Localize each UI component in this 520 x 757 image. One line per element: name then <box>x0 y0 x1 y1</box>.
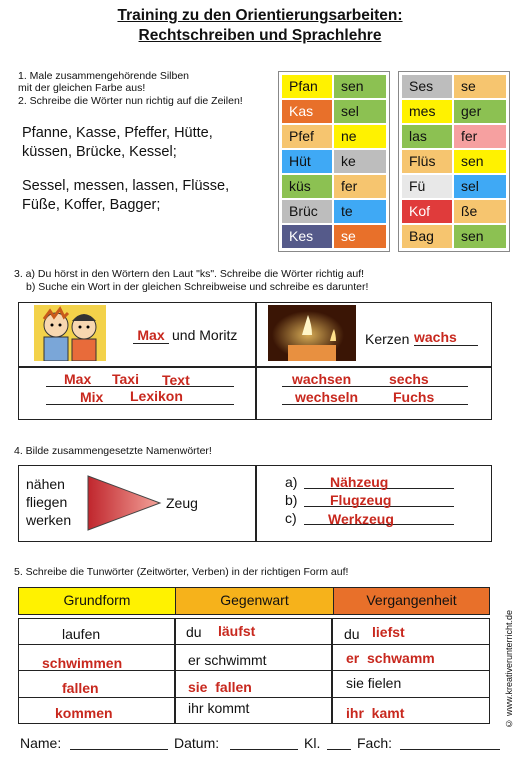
syllable-cell-right-4-1[interactable]: sel <box>454 175 506 198</box>
cell-ihr-kommt: ihr kommt <box>188 700 250 716</box>
triangle-arrow-icon <box>86 474 162 532</box>
syllable-cell-left-1-1[interactable]: sel <box>334 100 386 123</box>
syllable-cell-left-0-1[interactable]: sen <box>334 75 386 98</box>
copyright-text: © www.kreativerunterricht.de <box>504 610 514 729</box>
syllable-cell-right-2-0[interactable]: las <box>402 125 452 148</box>
task3-instruction-b: b) Suche ein Wort in der gleichen Schreibweise und schreibe es darunter! <box>26 281 369 293</box>
text-kerzen: Kerzen <box>365 331 410 347</box>
syllable-cell-left-5-1[interactable]: te <box>334 200 386 223</box>
answer-max-2: Max <box>64 371 92 387</box>
syllable-cell-left-5-0[interactable]: Brüc <box>282 200 332 223</box>
task1-instruction-2: mit der gleichen Farbe aus! <box>18 82 146 94</box>
verb-naehen: nähen <box>26 476 65 492</box>
verb-werken: werken <box>26 512 72 528</box>
title-line-2: Rechtschreiben und Sprachlehre <box>138 27 382 44</box>
syllable-cell-left-1-0[interactable]: Kas <box>282 100 332 123</box>
max-moritz-image <box>34 305 106 361</box>
label-fach: Fach: <box>357 735 393 751</box>
syllable-cell-right-5-1[interactable]: ße <box>454 200 506 223</box>
task3-row-divider <box>18 366 492 368</box>
syllable-cell-left-2-1[interactable]: ne <box>334 125 386 148</box>
answer-wechseln: wechseln <box>295 389 359 405</box>
syllable-cell-right-5-0[interactable]: Kof <box>402 200 452 223</box>
answer-sechs: sechs <box>389 371 429 387</box>
task5-instruction: 5. Schreibe die Tunwörter (Zeitwörter, Verben) in der richtigen Form auf! <box>14 566 349 578</box>
syllable-cell-right-1-0[interactable]: mes <box>402 100 452 123</box>
label-b: b) <box>285 492 298 508</box>
syllable-grid-right <box>398 71 510 252</box>
field-name[interactable] <box>70 749 168 750</box>
syllable-cell-left-0-0[interactable]: Pfan <box>282 75 332 98</box>
text-und-moritz: und Moritz <box>172 327 238 343</box>
syllable-cell-left-3-0[interactable]: Hüt <box>282 150 332 173</box>
answer-kommen[interactable]: kommen <box>55 705 113 721</box>
answer-max[interactable]: Max <box>133 327 169 344</box>
answer-mix: Mix <box>80 389 104 405</box>
answer-sie-fallen[interactable]: sie fallen <box>188 679 252 695</box>
syllable-cell-right-2-1[interactable]: fer <box>454 125 506 148</box>
answer-wachsen: wachsen <box>292 371 352 387</box>
cell-du-2: du <box>344 626 360 642</box>
syllable-cell-right-0-1[interactable]: se <box>454 75 506 98</box>
label-kl: Kl. <box>304 735 321 751</box>
answer-wachs[interactable]: wachs <box>414 329 478 346</box>
field-kl[interactable] <box>327 749 351 750</box>
answer-fuchs: Fuchs <box>393 389 435 405</box>
answer-flugzeug: Flugzeug <box>330 492 392 508</box>
task4-instruction: 4. Bilde zusammengesetzte Namenwörter! <box>14 445 212 457</box>
verb-table-row-divider-3 <box>18 697 490 698</box>
answer-er-schwamm[interactable]: er schwamm <box>346 650 435 666</box>
cell-sie-fielen: sie fielen <box>346 675 402 691</box>
header-gegenwart: Gegenwart <box>176 588 334 614</box>
answer-line-left-2[interactable] <box>46 404 234 405</box>
candle-image <box>268 305 356 361</box>
answer-ihr-kamt[interactable]: ihr kamt <box>346 705 405 721</box>
verb-table-col-divider-2 <box>331 618 333 724</box>
syllable-cell-left-6-0[interactable]: Kes <box>282 225 332 248</box>
task3-instruction-a: 3. a) Du hörst in den Wörtern den Laut "ks". Schreibe die Wörter richtig auf! <box>14 268 365 280</box>
answer-text: Text <box>162 372 190 388</box>
syllable-cell-right-3-1[interactable]: sen <box>454 150 506 173</box>
label-name: Name: <box>20 735 62 751</box>
task1-instruction-1: 1. Male zusammengehörende Silben <box>18 70 190 82</box>
title-line-1: Training zu den Orientierungsarbeiten: <box>117 7 403 24</box>
cell-er-schwimmt: er schwimmt <box>188 652 267 668</box>
syllable-cell-right-1-1[interactable]: ger <box>454 100 506 123</box>
syllable-cell-left-2-0[interactable]: Pfef <box>282 125 332 148</box>
header-vergangenheit: Vergangenheit <box>334 588 489 614</box>
answer-fallen[interactable]: fallen <box>62 680 99 696</box>
syllable-cell-left-6-1[interactable]: se <box>334 225 386 248</box>
syllable-cell-right-4-0[interactable]: Fü <box>402 175 452 198</box>
answer-taxi: Taxi <box>112 371 139 387</box>
answer-werkzeug: Werkzeug <box>328 511 394 527</box>
syllable-cell-left-4-0[interactable]: küs <box>282 175 332 198</box>
answer-schwimmen[interactable]: schwimmen <box>42 655 123 671</box>
answer-liefst[interactable]: liefst <box>372 624 405 640</box>
word-list-line-4: Füße, Koffer, Bagger; <box>22 197 161 213</box>
task4-divider <box>255 465 257 542</box>
word-list-line-2: küssen, Brücke, Kessel; <box>22 144 177 160</box>
field-datum[interactable] <box>230 749 298 750</box>
task3-divider <box>255 302 257 420</box>
verb-fliegen: fliegen <box>26 494 68 510</box>
header-grundform: Grundform <box>19 588 176 614</box>
field-fach[interactable] <box>400 749 500 750</box>
verb-table-row-divider-1 <box>18 644 490 645</box>
syllable-cell-left-4-1[interactable]: fer <box>334 175 386 198</box>
syllable-cell-right-3-0[interactable]: Flüs <box>402 150 452 173</box>
answer-naehzeug: Nähzeug <box>330 474 389 490</box>
word-list-line-3: Sessel, messen, lassen, Flüsse, <box>22 178 230 194</box>
answer-laeufst[interactable]: läufst <box>218 623 256 639</box>
syllable-grid-left <box>278 71 390 252</box>
syllable-cell-right-6-0[interactable]: Bag <box>402 225 452 248</box>
answer-lexikon: Lexikon <box>130 388 183 404</box>
cell-laufen: laufen <box>62 626 101 642</box>
verb-table-header <box>18 587 490 615</box>
syllable-cell-right-6-1[interactable]: sen <box>454 225 506 248</box>
task1-instruction-3: 2. Schreibe die Wörter nun richtig auf die Zeilen! <box>18 95 243 107</box>
label-a: a) <box>285 474 298 490</box>
syllable-cell-left-3-1[interactable]: ke <box>334 150 386 173</box>
cell-du-1: du <box>186 624 202 640</box>
suffix-zeug: Zeug <box>166 495 198 511</box>
syllable-cell-right-0-0[interactable]: Ses <box>402 75 452 98</box>
verb-table-col-divider-1 <box>174 618 176 724</box>
label-datum: Datum: <box>174 735 220 751</box>
label-c: c) <box>285 510 297 526</box>
word-list-line-1: Pfanne, Kasse, Pfeffer, Hütte, <box>22 125 213 141</box>
